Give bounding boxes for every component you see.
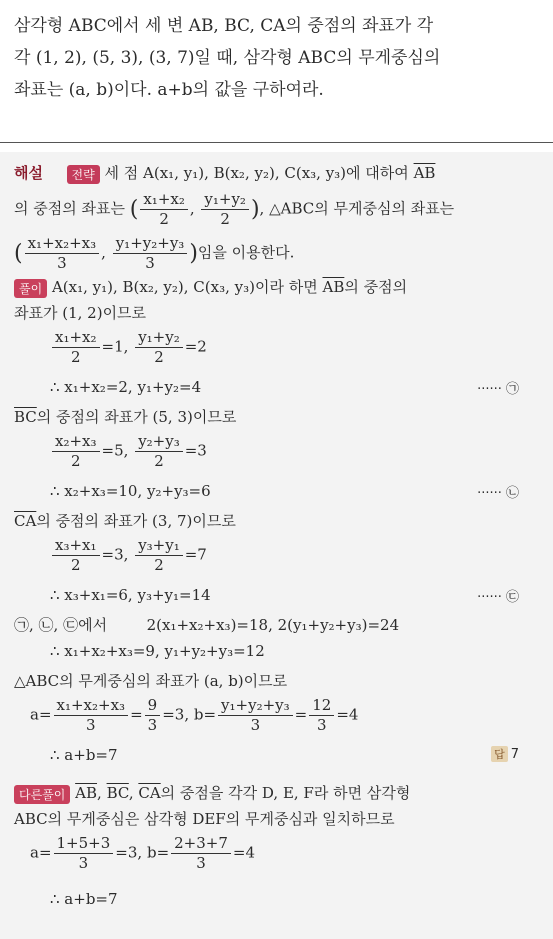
fraction bbox=[54, 696, 129, 735]
result-2 bbox=[50, 482, 525, 500]
problem-line-3: 좌표는 (a, b)이다. a+b의 값을 구하여라. bbox=[14, 80, 324, 100]
fraction bbox=[54, 834, 114, 873]
frac-den: 3 bbox=[196, 853, 206, 872]
centroid-x-fraction bbox=[25, 234, 100, 273]
frac-den: 2 bbox=[70, 347, 81, 366]
frac-den: 2 bbox=[154, 555, 164, 574]
frac-den: 2 bbox=[220, 209, 230, 228]
result-4: ∴ x₁+x₂+x₃=9, y₁+y₂+y₃=12 bbox=[50, 642, 265, 660]
frac-den: 3 bbox=[250, 715, 261, 734]
problem-line-2: 각 (1, 2), (5, 3), (3, 7)일 때, 삼각형 ABC의 무게중심의 bbox=[14, 48, 441, 68]
fraction bbox=[218, 696, 293, 735]
equation-3 bbox=[50, 536, 207, 575]
frac-num: x₁+x₂+x₃ bbox=[25, 234, 100, 254]
frac-num: 2+3+7 bbox=[171, 834, 231, 854]
combine-line bbox=[14, 614, 399, 635]
solution-panel bbox=[0, 152, 553, 939]
final-line bbox=[50, 746, 525, 764]
strategy-text: 세 점 A(x₁, y₁), B(x₂, y₂), C(x₃, y₃)에 대하여 bbox=[104, 164, 409, 182]
fraction bbox=[52, 536, 100, 575]
a-lhs: a= bbox=[30, 705, 52, 724]
eq-rhs: =7 bbox=[184, 545, 207, 564]
answer-tag: 답 bbox=[491, 746, 508, 762]
fraction bbox=[145, 696, 161, 735]
a-rhs: =3, bbox=[162, 705, 190, 724]
frac-den: 3 bbox=[57, 253, 67, 272]
other-line-2: ABC의 무게중심은 삼각형 DEF의 무게중심과 일치하므로 bbox=[14, 810, 395, 828]
strategy-tag: 전략 bbox=[67, 165, 100, 184]
marker-3: ······ ㉢ bbox=[477, 590, 519, 605]
answer bbox=[491, 746, 519, 762]
frac-num: y₁+y₂+y₃ bbox=[113, 234, 188, 254]
problem-text bbox=[0, 0, 553, 123]
frac-num: x₁+x₂+x₃ bbox=[54, 696, 129, 716]
result-text: ∴ x₂+x₃=10, y₂+y₃=6 bbox=[50, 482, 211, 500]
other-final: ∴ a+b=7 bbox=[50, 890, 118, 908]
frac-num: 1+5+3 bbox=[54, 834, 114, 854]
frac-den: 2 bbox=[70, 451, 81, 470]
frac-den: 2 bbox=[70, 555, 81, 574]
frac-num: y₃+y₁ bbox=[135, 536, 183, 556]
fraction bbox=[171, 834, 231, 873]
segment-ca: $\overline{CA}$ bbox=[14, 512, 37, 530]
centroid-y-fraction bbox=[113, 234, 188, 273]
other-equation bbox=[30, 834, 255, 873]
result-text: ∴ x₃+x₁=6, y₃+y₁=14 bbox=[50, 586, 211, 604]
frac-num: x₁+x₂ bbox=[52, 328, 100, 348]
midpoint-y-fraction bbox=[201, 190, 249, 229]
other-solution-tag: 다른풀이 bbox=[14, 785, 70, 804]
segment-bc: $\overline{BC}$ bbox=[14, 408, 37, 426]
segment-bc: $\overline{BC}$ bbox=[106, 784, 129, 802]
frac-den: 3 bbox=[86, 715, 96, 734]
eq-rhs: =1, bbox=[101, 337, 129, 356]
other-line1-post: 의 중점을 각각 D, E, F라 하면 삼각형 bbox=[160, 784, 411, 802]
ca-line-text: 의 중점의 좌표가 (3, 7)이므로 bbox=[36, 512, 236, 530]
ca-line bbox=[14, 510, 236, 531]
b-lhs: b= bbox=[146, 843, 170, 862]
frac-num: y₁+y₂+y₃ bbox=[218, 696, 293, 716]
segment-ab: $\overline{AB}$ bbox=[322, 278, 345, 296]
segment-ca: $\overline{CA}$ bbox=[138, 784, 161, 802]
equation-2 bbox=[50, 432, 207, 471]
eq-rhs: =3, bbox=[101, 545, 129, 564]
segment-ab: $\overline{AB}$ bbox=[75, 784, 98, 802]
b-rhs: =4 bbox=[232, 843, 256, 862]
frac-num: x₂+x₃ bbox=[52, 432, 100, 452]
equation-1 bbox=[50, 328, 207, 367]
final-text: ∴ a+b=7 bbox=[50, 746, 118, 764]
eq-sign: = bbox=[294, 705, 308, 724]
frac-num: y₁+y₂ bbox=[201, 190, 249, 210]
strategy-line-2: 의 중점의 좌표는 ( $\frac{\text{x₁+x₂}}{2}$ , $\frac{\text{y₁+y₂}}{2}$ ), △ABC의 무게중심의 좌표는 bbox=[14, 190, 455, 228]
midpoint-x-fraction bbox=[140, 190, 188, 229]
fraction bbox=[52, 328, 100, 367]
frac-num: x₃+x₁ bbox=[52, 536, 100, 556]
b-lhs: b= bbox=[193, 705, 217, 724]
frac-den: 3 bbox=[147, 715, 158, 734]
ab-equation bbox=[30, 696, 358, 735]
eq-rhs: =5, bbox=[101, 441, 129, 460]
combine-eq: 2(x₁+x₂+x₃)=18, 2(y₁+y₂+y₃)=24 bbox=[146, 616, 400, 634]
bc-line bbox=[14, 406, 236, 427]
fraction bbox=[135, 328, 183, 367]
other-line-1: 다른풀이 $\overline{AB}$, $\overline{BC}$, $\overline{CA}$의 중점을 각각 D, E, F라 하면 삼각형 bbox=[14, 782, 410, 804]
pul-line1-post: 의 중점의 bbox=[344, 278, 408, 296]
b-rhs: =4 bbox=[336, 705, 359, 724]
marker-1: ······ ㉠ bbox=[477, 382, 519, 397]
pul-line-2: 좌표가 (1, 2)이므로 bbox=[14, 304, 147, 322]
strategy-line-3: ( $\frac{\text{x₁+x₂+x₃}}{3}$ , $\frac{\text{y₁+y₂+y₃}}{3}$ )임을 이용한다. bbox=[14, 234, 295, 272]
frac-den: 3 bbox=[145, 253, 155, 272]
pul-tag: 풀이 bbox=[14, 279, 47, 298]
result-1 bbox=[50, 378, 525, 396]
frac-num: y₂+y₃ bbox=[135, 432, 183, 452]
a-rhs: =3, bbox=[115, 843, 143, 862]
eq-sign: = bbox=[130, 705, 143, 724]
fraction bbox=[135, 536, 183, 575]
frac-num: 9 bbox=[145, 696, 161, 716]
frac-den: 2 bbox=[159, 209, 169, 228]
strategy-line2-post: , △ABC의 무게중심의 좌표는 bbox=[259, 199, 455, 218]
combine-pre: ㉠, ㉡, ㉢에서 bbox=[14, 616, 108, 634]
frac-num: 12 bbox=[309, 696, 334, 716]
problem-line-1: 삼각형 ABC에서 세 변 AB, BC, CA의 중점의 좌표가 각 bbox=[14, 16, 434, 36]
eq-rhs: =2 bbox=[184, 337, 207, 356]
frac-num: x₁+x₂ bbox=[140, 190, 188, 210]
eq-rhs: =3 bbox=[184, 441, 207, 460]
fraction bbox=[52, 432, 100, 471]
marker-2: ······ ㉡ bbox=[477, 486, 519, 501]
centroid-line: △ABC의 무게중심의 좌표가 (a, b)이므로 bbox=[14, 672, 288, 690]
segment-ab: $\overline{AB}$ bbox=[413, 164, 436, 182]
pul-line1-text: A(x₁, y₁), B(x₂, y₂), C(x₃, y₃)이라 하면 bbox=[51, 278, 318, 296]
frac-den: 3 bbox=[317, 715, 327, 734]
a-lhs: a= bbox=[30, 843, 52, 862]
bc-line-text: 의 중점의 좌표가 (5, 3)이므로 bbox=[36, 408, 237, 426]
fraction bbox=[309, 696, 334, 735]
frac-den: 2 bbox=[154, 451, 164, 470]
solution-header-label: 해설 bbox=[14, 164, 43, 182]
strategy-line3-post: 임을 이용한다. bbox=[197, 243, 295, 262]
pul-line-1 bbox=[14, 276, 407, 298]
section-divider bbox=[0, 142, 553, 143]
frac-den: 3 bbox=[78, 853, 89, 872]
result-3 bbox=[50, 586, 525, 604]
frac-den: 2 bbox=[154, 347, 164, 366]
frac-num: y₁+y₂ bbox=[135, 328, 183, 348]
result-text: ∴ x₁+x₂=2, y₁+y₂=4 bbox=[50, 378, 202, 396]
strategy-line2-pre: 의 중점의 좌표는 bbox=[14, 199, 125, 218]
strategy-line-1 bbox=[14, 162, 435, 184]
fraction bbox=[135, 432, 183, 471]
answer-value: 7 bbox=[510, 747, 519, 762]
